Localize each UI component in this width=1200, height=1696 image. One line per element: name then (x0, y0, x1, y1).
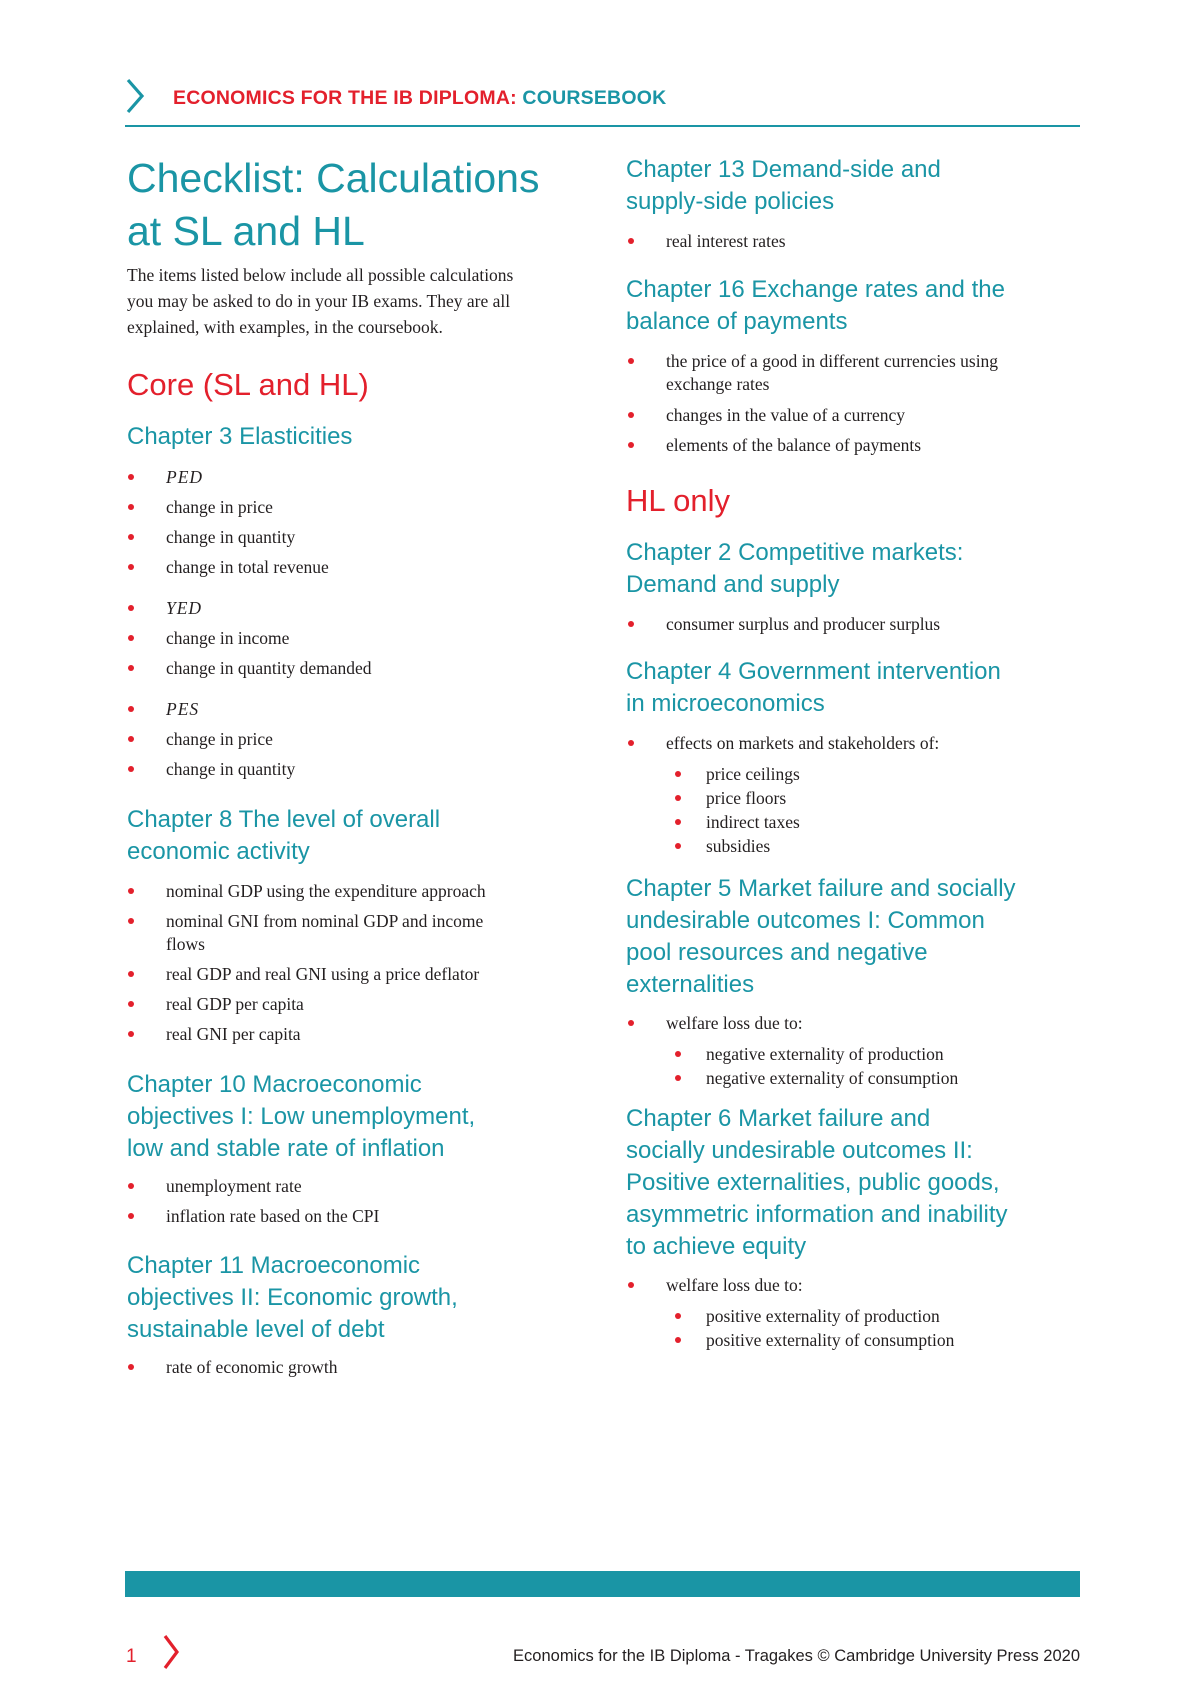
sub-list-item: positive externality of production (706, 1306, 940, 1326)
header-divider (125, 125, 1080, 127)
list-item-pes: PES (166, 699, 200, 719)
list-item-yed: YED (166, 598, 203, 618)
chapter-16-title-line1: Chapter 16 Exchange rates and the (626, 276, 1005, 303)
chapter-6-title-line2: socially undesirable outcomes II: (626, 1137, 973, 1164)
list-item-continuation: exchange rates (666, 374, 770, 394)
chapter-2-title-line2: Demand and supply (626, 571, 840, 598)
chapter-10-title-line1: Chapter 10 Macroeconomic (127, 1071, 422, 1098)
chapter-6-title-line5: to achieve equity (626, 1233, 807, 1260)
list-item: change in total revenue (166, 557, 329, 577)
intro-line1: The items listed below include all possible calculations (127, 265, 514, 285)
list-item: consumer surplus and producer surplus (666, 614, 941, 634)
list-item: change in income (166, 628, 290, 648)
list-item: real GNI per capita (166, 1024, 301, 1044)
list-item: changes in the value of a currency (666, 405, 906, 425)
hl-heading: HL only (626, 483, 730, 518)
chapter-11-title-line1: Chapter 11 Macroeconomic (127, 1252, 421, 1279)
sub-list-item: negative externality of production (706, 1044, 944, 1064)
chapter-13-title-line1: Chapter 13 Demand-side and (626, 156, 941, 183)
chapter-11-title-line3: sustainable level of debt (127, 1316, 385, 1343)
list-item: the price of a good in different currencies using (666, 351, 999, 371)
chapter-4-title-line2: in microeconomics (626, 690, 825, 717)
list-item-continuation: flows (166, 934, 205, 954)
chapter-6-title-line4: asymmetric information and inability (626, 1201, 1008, 1228)
list-item: elements of the balance of payments (666, 435, 922, 455)
chapter-3-title: Chapter 3 Elasticities (127, 423, 353, 450)
list-item: real GDP and real GNI using a price deflator (166, 964, 480, 984)
list-item: change in quantity (166, 759, 296, 779)
list-item: real GDP per capita (166, 994, 304, 1014)
chapter-5-title-line3: pool resources and negative (626, 939, 928, 966)
list-item-ped: PED (166, 467, 204, 487)
sub-list-item: negative externality of consumption (706, 1068, 959, 1088)
chapter-6-title-line3: Positive externalities, public goods, (626, 1169, 1000, 1196)
page-title-line1: Checklist: Calculations (127, 155, 540, 201)
list-item: change in price (166, 729, 273, 749)
list-item: change in price (166, 497, 273, 517)
list-item: nominal GNI from nominal GDP and income (166, 911, 484, 931)
list-item: change in quantity (166, 527, 296, 547)
chapter-5-title-line1: Chapter 5 Market failure and socially (626, 875, 1016, 902)
sub-list-item: indirect taxes (706, 812, 800, 832)
chapter-10-title-line3: low and stable rate of inflation (127, 1135, 445, 1162)
sub-list-item: price ceilings (706, 764, 800, 784)
chapter-10-title-line2: objectives I: Low unemployment, (127, 1103, 476, 1130)
list-item: real interest rates (666, 231, 786, 251)
chapter-4-title-line1: Chapter 4 Government intervention (626, 658, 1001, 685)
list-item: inflation rate based on the CPI (166, 1206, 380, 1226)
chapter-5-title-line2: undesirable outcomes I: Common (626, 907, 985, 934)
chapter-11-title-line2: objectives II: Economic growth, (127, 1284, 458, 1311)
list-item: change in quantity demanded (166, 658, 372, 678)
chapter-6-title-line1: Chapter 6 Market failure and (626, 1105, 931, 1132)
copyright-notice: Economics for the IB Diploma - Tragakes © Cambridge University Press 2020 (513, 1647, 1080, 1665)
core-heading: Core (SL and HL) (127, 367, 369, 402)
list-item: welfare loss due to: (666, 1275, 803, 1295)
chapter-8-title-line1: Chapter 8 The level of overall (127, 806, 441, 833)
chapter-16-title-line2: balance of payments (626, 308, 848, 335)
list-item: effects on markets and stakeholders of: (666, 733, 940, 753)
list-item: unemployment rate (166, 1176, 302, 1196)
book-title-main: ECONOMICS FOR THE IB DIPLOMA: (173, 87, 517, 109)
chevron-right-icon (125, 78, 145, 114)
intro-line3: explained, with examples, in the coursebook. (127, 317, 443, 337)
sub-list-item: subsidies (706, 836, 771, 856)
sub-list-item: price floors (706, 788, 787, 808)
book-title-sub: COURSEBOOK (522, 87, 667, 109)
intro-line2: you may be asked to do in your IB exams. They are all (127, 291, 511, 311)
list-item: welfare loss due to: (666, 1013, 803, 1033)
running-header (125, 78, 1080, 128)
list-item: nominal GDP using the expenditure approach (166, 881, 486, 901)
chapter-13-title-line2: supply-side policies (626, 188, 835, 215)
footer-bar (125, 1571, 1080, 1597)
page-number: 1 (126, 1646, 137, 1667)
chapter-2-title-line1: Chapter 2 Competitive markets: (626, 539, 964, 566)
chapter-8-title-line2: economic activity (127, 838, 310, 865)
chapter-5-title-line4: externalities (626, 971, 755, 998)
list-item: rate of economic growth (166, 1357, 338, 1377)
sub-list-item: positive externality of consumption (706, 1330, 955, 1350)
chevron-right-icon (162, 1634, 180, 1670)
book-title (173, 87, 666, 110)
page-title-line2: at SL and HL (127, 208, 365, 254)
